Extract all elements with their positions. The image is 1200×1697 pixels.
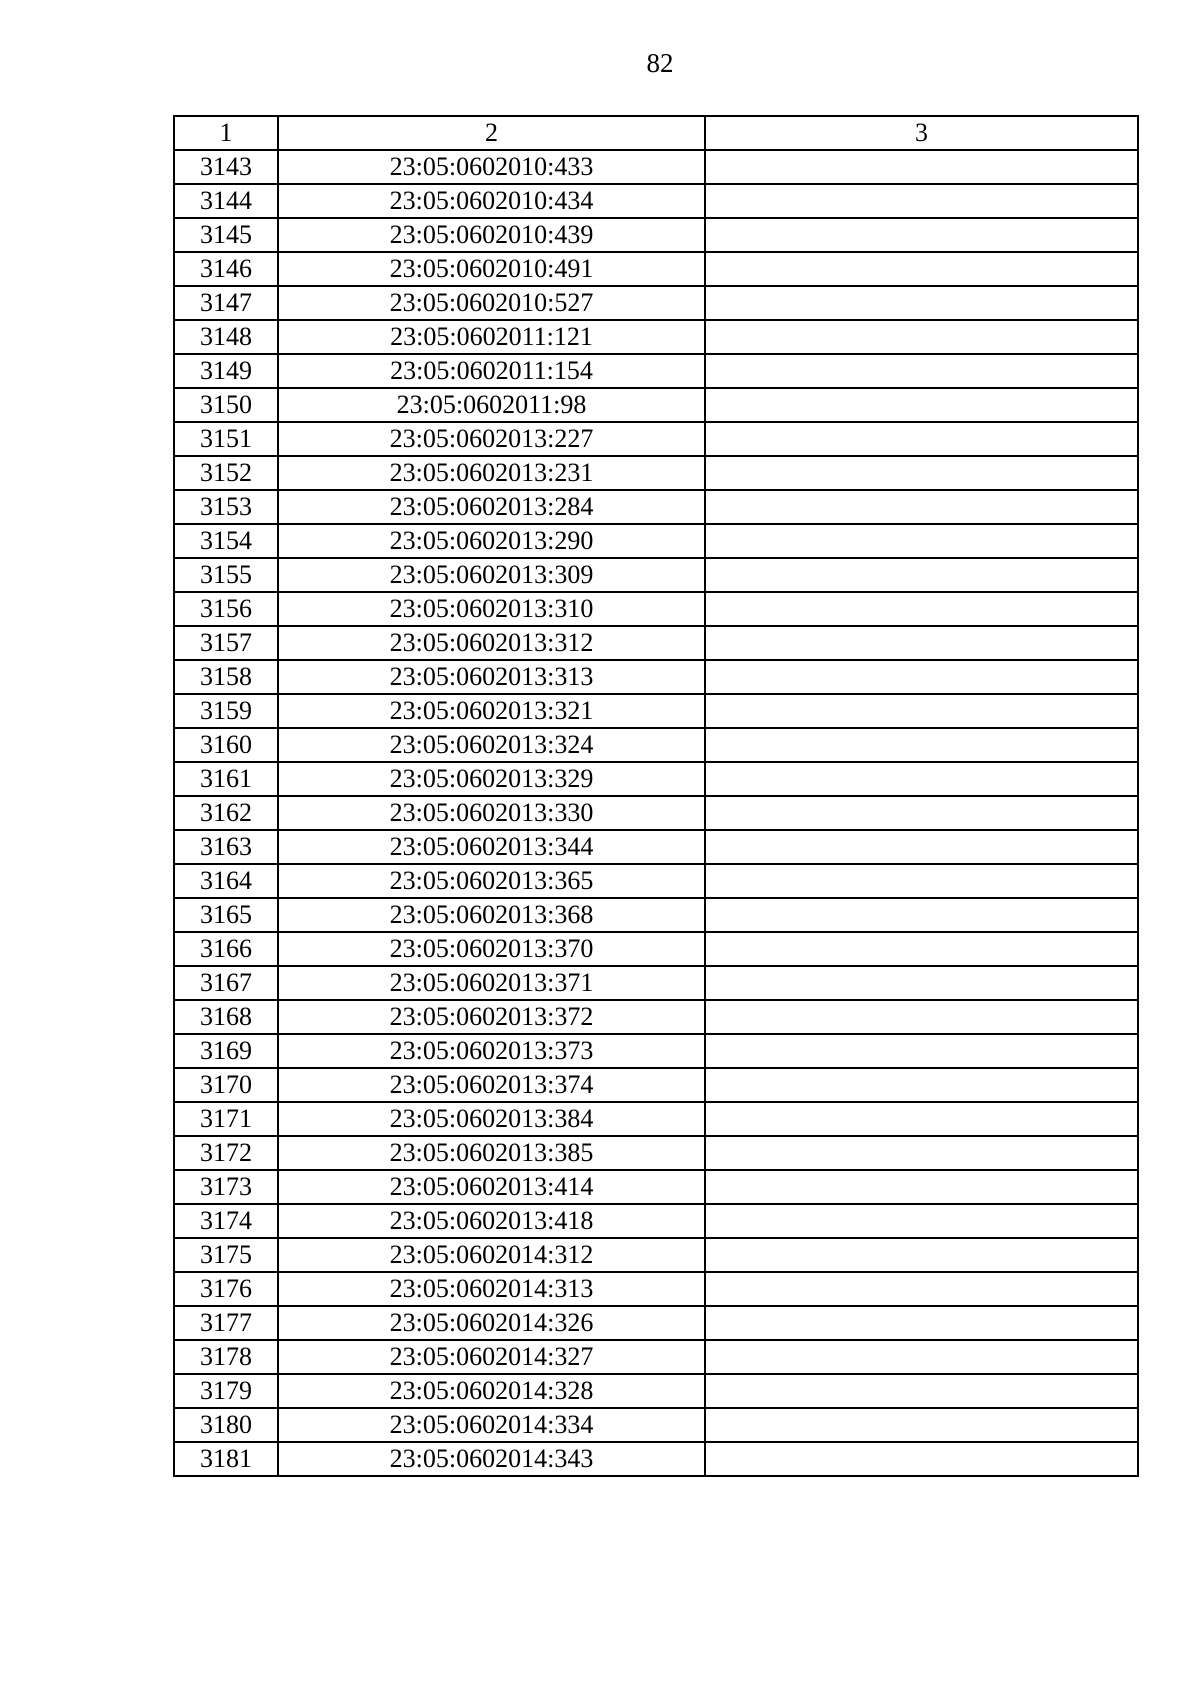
table-body xyxy=(174,150,1138,1476)
notes-cell xyxy=(705,150,1138,184)
table-row xyxy=(174,1238,1138,1272)
notes-cell xyxy=(705,252,1138,286)
cadastral-number-cell: 23:05:0602010:491 xyxy=(278,252,705,286)
cadastral-number-cell: 23:05:0602014:328 xyxy=(278,1374,705,1408)
row-number-cell: 3176 xyxy=(174,1272,278,1306)
notes-cell xyxy=(705,1306,1138,1340)
table-row xyxy=(174,728,1138,762)
cadastral-number-cell: 23:05:0602013:284 xyxy=(278,490,705,524)
notes-cell xyxy=(705,558,1138,592)
notes-cell xyxy=(705,1000,1138,1034)
table-row xyxy=(174,524,1138,558)
row-number-cell: 3167 xyxy=(174,966,278,1000)
row-number-cell: 3180 xyxy=(174,1408,278,1442)
notes-cell xyxy=(705,864,1138,898)
row-number-cell: 3169 xyxy=(174,1034,278,1068)
row-number-cell: 3159 xyxy=(174,694,278,728)
notes-cell xyxy=(705,1272,1138,1306)
notes-cell xyxy=(705,1068,1138,1102)
table-row xyxy=(174,320,1138,354)
notes-cell xyxy=(705,592,1138,626)
notes-cell xyxy=(705,966,1138,1000)
cadastral-number-cell: 23:05:0602013:372 xyxy=(278,1000,705,1034)
cadastral-number-cell: 23:05:0602013:370 xyxy=(278,932,705,966)
table-row xyxy=(174,1204,1138,1238)
row-number-cell: 3177 xyxy=(174,1306,278,1340)
cadastral-number-cell: 23:05:0602013:371 xyxy=(278,966,705,1000)
notes-cell xyxy=(705,762,1138,796)
cadastral-number-cell: 23:05:0602014:326 xyxy=(278,1306,705,1340)
table-row xyxy=(174,966,1138,1000)
table-header-row xyxy=(174,116,1138,150)
notes-cell xyxy=(705,1136,1138,1170)
cadastral-number-cell: 23:05:0602013:373 xyxy=(278,1034,705,1068)
row-number-cell: 3154 xyxy=(174,524,278,558)
cadastral-number-cell: 23:05:0602013:368 xyxy=(278,898,705,932)
table-row xyxy=(174,694,1138,728)
notes-cell xyxy=(705,456,1138,490)
cadastral-number-cell: 23:05:0602013:329 xyxy=(278,762,705,796)
row-number-cell: 3178 xyxy=(174,1340,278,1374)
table-row xyxy=(174,354,1138,388)
cadastral-number-cell: 23:05:0602013:312 xyxy=(278,626,705,660)
cadastral-number-cell: 23:05:0602013:330 xyxy=(278,796,705,830)
row-number-cell: 3146 xyxy=(174,252,278,286)
row-number-cell: 3161 xyxy=(174,762,278,796)
row-number-cell: 3166 xyxy=(174,932,278,966)
cadastral-number-cell: 23:05:0602013:290 xyxy=(278,524,705,558)
notes-cell xyxy=(705,660,1138,694)
notes-cell xyxy=(705,218,1138,252)
row-number-cell: 3148 xyxy=(174,320,278,354)
column-header-2: 2 xyxy=(278,116,705,150)
row-number-cell: 3151 xyxy=(174,422,278,456)
row-number-cell: 3174 xyxy=(174,1204,278,1238)
row-number-cell: 3164 xyxy=(174,864,278,898)
cadastral-number-cell: 23:05:0602011:154 xyxy=(278,354,705,388)
cadastral-number-cell: 23:05:0602013:344 xyxy=(278,830,705,864)
notes-cell xyxy=(705,524,1138,558)
column-header-3: 3 xyxy=(705,116,1138,150)
cadastral-number-cell: 23:05:0602014:343 xyxy=(278,1442,705,1476)
notes-cell xyxy=(705,1238,1138,1272)
table-row xyxy=(174,490,1138,524)
notes-cell xyxy=(705,694,1138,728)
notes-cell xyxy=(705,320,1138,354)
table-row xyxy=(174,830,1138,864)
cadastral-number-cell: 23:05:0602013:310 xyxy=(278,592,705,626)
notes-cell xyxy=(705,1442,1138,1476)
table-row xyxy=(174,388,1138,422)
cadastral-number-cell: 23:05:0602013:321 xyxy=(278,694,705,728)
notes-cell xyxy=(705,286,1138,320)
table-row xyxy=(174,1068,1138,1102)
cadastral-number-cell: 23:05:0602013:313 xyxy=(278,660,705,694)
notes-cell xyxy=(705,728,1138,762)
row-number-cell: 3160 xyxy=(174,728,278,762)
row-number-cell: 3163 xyxy=(174,830,278,864)
table-row xyxy=(174,1102,1138,1136)
notes-cell xyxy=(705,830,1138,864)
row-number-cell: 3172 xyxy=(174,1136,278,1170)
notes-cell xyxy=(705,1170,1138,1204)
row-number-cell: 3149 xyxy=(174,354,278,388)
row-number-cell: 3152 xyxy=(174,456,278,490)
table-row xyxy=(174,1272,1138,1306)
row-number-cell: 3153 xyxy=(174,490,278,524)
notes-cell xyxy=(705,1204,1138,1238)
row-number-cell: 3168 xyxy=(174,1000,278,1034)
table-row xyxy=(174,932,1138,966)
notes-cell xyxy=(705,490,1138,524)
notes-cell xyxy=(705,388,1138,422)
cadastral-number-cell: 23:05:0602013:227 xyxy=(278,422,705,456)
cadastral-number-cell: 23:05:0602013:374 xyxy=(278,1068,705,1102)
notes-cell xyxy=(705,422,1138,456)
table-row xyxy=(174,1306,1138,1340)
row-number-cell: 3155 xyxy=(174,558,278,592)
notes-cell xyxy=(705,898,1138,932)
row-number-cell: 3165 xyxy=(174,898,278,932)
table-row xyxy=(174,1374,1138,1408)
row-number-cell: 3144 xyxy=(174,184,278,218)
table-row xyxy=(174,796,1138,830)
row-number-cell: 3156 xyxy=(174,592,278,626)
table-row xyxy=(174,592,1138,626)
row-number-cell: 3147 xyxy=(174,286,278,320)
notes-cell xyxy=(705,184,1138,218)
notes-cell xyxy=(705,1102,1138,1136)
cadastral-number-cell: 23:05:0602013:418 xyxy=(278,1204,705,1238)
cadastral-number-cell: 23:05:0602013:385 xyxy=(278,1136,705,1170)
table-row xyxy=(174,150,1138,184)
cadastral-number-cell: 23:05:0602010:439 xyxy=(278,218,705,252)
row-number-cell: 3173 xyxy=(174,1170,278,1204)
table-row xyxy=(174,898,1138,932)
cadastral-number-cell: 23:05:0602010:527 xyxy=(278,286,705,320)
cadastral-number-cell: 23:05:0602013:384 xyxy=(278,1102,705,1136)
cadastral-number-cell: 23:05:0602013:231 xyxy=(278,456,705,490)
cadastral-number-cell: 23:05:0602010:433 xyxy=(278,150,705,184)
column-header-1: 1 xyxy=(174,116,278,150)
cadastral-number-cell: 23:05:0602013:324 xyxy=(278,728,705,762)
table-row xyxy=(174,252,1138,286)
notes-cell xyxy=(705,932,1138,966)
row-number-cell: 3162 xyxy=(174,796,278,830)
row-number-cell: 3181 xyxy=(174,1442,278,1476)
table-row xyxy=(174,1000,1138,1034)
table-row xyxy=(174,660,1138,694)
row-number-cell: 3145 xyxy=(174,218,278,252)
page-number: 82 xyxy=(646,48,674,78)
cadastral-number-cell: 23:05:0602014:312 xyxy=(278,1238,705,1272)
row-number-cell: 3157 xyxy=(174,626,278,660)
row-number-cell: 3143 xyxy=(174,150,278,184)
table-row xyxy=(174,558,1138,592)
cadastral-table xyxy=(173,115,1139,1477)
notes-cell xyxy=(705,354,1138,388)
notes-cell xyxy=(705,626,1138,660)
table-row xyxy=(174,1442,1138,1476)
cadastral-number-cell: 23:05:0602014:334 xyxy=(278,1408,705,1442)
table-row xyxy=(174,286,1138,320)
notes-cell xyxy=(705,796,1138,830)
cadastral-number-cell: 23:05:0602011:121 xyxy=(278,320,705,354)
notes-cell xyxy=(705,1034,1138,1068)
notes-cell xyxy=(705,1340,1138,1374)
table-row xyxy=(174,422,1138,456)
cadastral-number-cell: 23:05:0602010:434 xyxy=(278,184,705,218)
row-number-cell: 3158 xyxy=(174,660,278,694)
notes-cell xyxy=(705,1408,1138,1442)
row-number-cell: 3171 xyxy=(174,1102,278,1136)
table-row xyxy=(174,184,1138,218)
table-row xyxy=(174,1340,1138,1374)
cadastral-number-cell: 23:05:0602013:309 xyxy=(278,558,705,592)
cadastral-number-cell: 23:05:0602011:98 xyxy=(278,388,705,422)
notes-cell xyxy=(705,1374,1138,1408)
row-number-cell: 3170 xyxy=(174,1068,278,1102)
table-row xyxy=(174,218,1138,252)
table-row xyxy=(174,864,1138,898)
row-number-cell: 3179 xyxy=(174,1374,278,1408)
table-row xyxy=(174,1408,1138,1442)
table-row xyxy=(174,1136,1138,1170)
row-number-cell: 3175 xyxy=(174,1238,278,1272)
table-row xyxy=(174,626,1138,660)
row-number-cell: 3150 xyxy=(174,388,278,422)
table-row xyxy=(174,762,1138,796)
cadastral-number-cell: 23:05:0602014:327 xyxy=(278,1340,705,1374)
cadastral-number-cell: 23:05:0602013:414 xyxy=(278,1170,705,1204)
table-row xyxy=(174,1170,1138,1204)
table-row xyxy=(174,1034,1138,1068)
cadastral-number-cell: 23:05:0602014:313 xyxy=(278,1272,705,1306)
cadastral-number-cell: 23:05:0602013:365 xyxy=(278,864,705,898)
table-row xyxy=(174,456,1138,490)
